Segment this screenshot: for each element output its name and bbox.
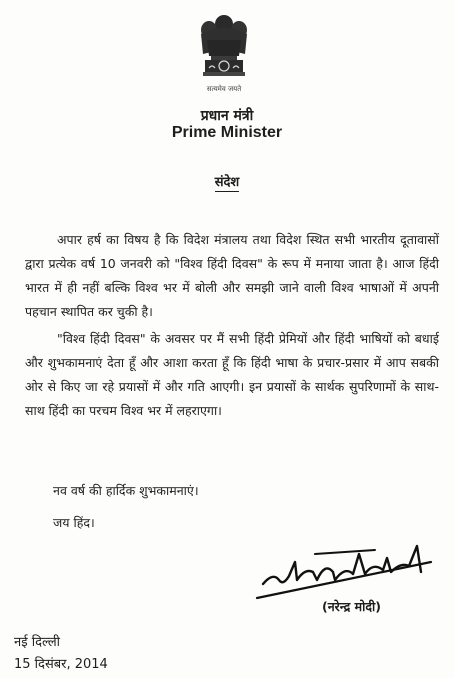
message-body bbox=[25, 228, 439, 426]
salutation: जय हिंद। bbox=[53, 515, 95, 530]
national-emblem-icon bbox=[183, 10, 265, 94]
emblem-motto: सत्यमेव जयते bbox=[206, 85, 242, 93]
office-title-english: Prime Minister bbox=[171, 124, 283, 141]
signatory-name: (नरेन्द्र मोदी) bbox=[322, 599, 381, 614]
date-of-issue: 15 दिसंबर, 2014 bbox=[14, 657, 108, 672]
office-title-hindi: प्रधान मंत्री bbox=[200, 108, 254, 124]
paragraph-2: "विश्व हिंदी दिवस" के अवसर पर मैं सभी हिंदी प्रेमियों और हिंदी भाषियों को बधाई और शुभकामनाएं देता हूँ और आशा करता हूँ कि हिंदी भाषा के प्रचार-प्रसार में आप सबकी ओर से किए जा रहे प्रयासों में और गति आएगी। इन प्रयासों के सार्थक सुपरिणामों के साथ-साथ हिंदी का परचम विश्व भर में लहराएगा। bbox=[25, 331, 439, 418]
new-year-greeting: नव वर्ष की हार्दिक शुभकामनाएं। bbox=[53, 483, 199, 498]
message-heading bbox=[0, 172, 454, 190]
place-of-issue: नई दिल्ली bbox=[14, 635, 61, 650]
message-heading-text: संदेश bbox=[214, 175, 240, 190]
paragraph-1: अपार हर्ष का विषय है कि विदेश मंत्रालय तथा विदेश स्थित सभी भारतीय दूतावासों द्वारा प्रत्येक वर्ष 10 जनवरी को "विश्व हिंदी दिवस" के रूप में मनाया जाता है। आज हिंदी भारत में ही नहीं बल्कि विश्व भर में बोली और समझी जाने वाली विश्व भाषाओं में अपनी पहचान स्थापित कर चुकी है। bbox=[25, 232, 439, 319]
